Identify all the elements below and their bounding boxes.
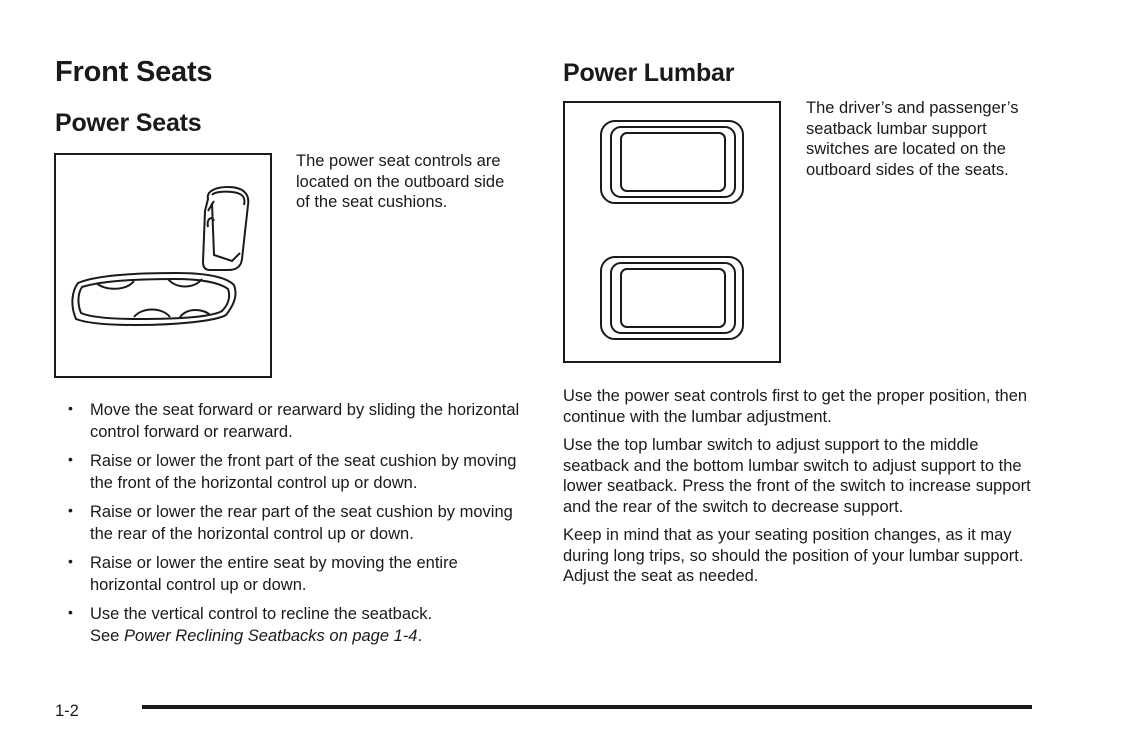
see-prefix: See [90,627,124,645]
section-heading-power-lumbar: Power Lumbar [563,59,735,87]
bullet-marker: • [68,451,73,467]
bullet-item [55,603,525,647]
vertical-control-icon [203,187,248,270]
bottom-lumbar-switch-icon [601,257,743,339]
bullet-text: Raise or lower the rear part of the seat cushion by moving the rear of the horizontal control up or down. [90,503,513,543]
power-seat-controls-illustration [56,155,270,376]
paragraph: Use the power seat controls first to get the proper position, then continue with the lumbar adjustment. [563,387,1028,426]
paragraph: Use the top lumbar switch to adjust support to the middle seatback and the bottom lumbar switch to adjust support to the lower seatback. Press the front of the switch to increase support and the rear of the switch to decrease support. [563,436,1031,516]
top-lumbar-switch-icon [601,121,743,203]
paragraph: Keep in mind that as your seating position changes, as it may during long trips, so should the position of your lumbar support. Adjust the seat as needed. [563,526,1024,585]
lumbar-switches-figure [563,101,781,363]
bullet-item [55,501,525,545]
power-seat-bullets [55,399,525,654]
power-lumbar-caption: The driver’s and passenger’s seatback lumbar support switches are located on the outboard sides of the seats. [806,99,1019,179]
section-heading-power-seats: Power Seats [55,109,202,137]
lumbar-switches-illustration [565,103,779,361]
bullet-item [55,552,525,596]
power-lumbar-paragraphs [563,386,1043,595]
bullet-text: Raise or lower the front part of the seat cushion by moving the front of the horizontal control up or down. [90,452,517,492]
bullet-marker: • [68,502,73,518]
bullet-item [55,399,525,443]
page-number: 1-2 [55,702,79,720]
horizontal-control-icon [72,273,235,325]
bullet-marker: • [68,400,73,416]
cross-reference-link[interactable]: Power Reclining Seatbacks on page 1-4 [123,627,418,645]
bullet-text: Raise or lower the entire seat by moving the entire horizontal control up or down. [90,554,458,594]
power-seat-controls-figure [54,153,272,378]
bullet-text: Use the vertical control to recline the seatback. [90,605,433,623]
see-suffix: . [417,627,423,645]
bullet-marker: • [68,553,73,569]
page-title: Front Seats [55,56,213,88]
bullet-item [55,450,525,494]
power-seats-caption: The power seat controls are located on the outboard side of the seat cushions. [296,152,505,211]
bullet-marker: • [68,604,73,620]
footer-rule [142,705,1032,709]
bullet-text: Move the seat forward or rearward by sliding the horizontal control forward or rearward. [90,401,520,441]
